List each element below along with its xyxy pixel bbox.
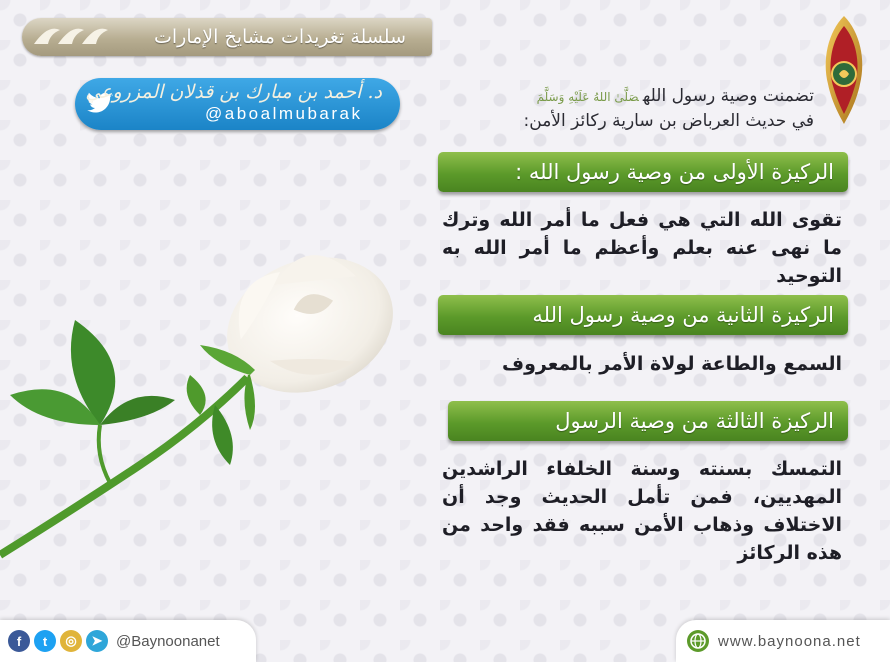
section-header-2: الركيزة الثانية من وصية رسول الله [438,295,848,335]
intro-line-1-text: تضمنت وصية رسول الله [642,86,814,106]
series-banner [22,18,432,56]
footer-social-bar [0,620,256,662]
section-body-2: السمع والطاعة لولاة الأمر بالمعروف [502,353,842,375]
section-body-3: التمسك بسنته وسنة الخلفاء الراشدين المهديين، فمن تأمل الحديث وجد أن الاختلاف وذهاب الأمن سببه فقد واحد من هذه الركائز [442,458,842,564]
section-header-3: الركيزة الثالثة من وصية الرسول [448,401,848,441]
twitter-author-badge[interactable] [75,78,400,130]
author-name: د. أحمد بن مبارك بن قذلان المزروعي [85,81,382,103]
facebook-icon[interactable]: f [8,630,30,652]
intro-line-2: في حديث العرباض بن سارية ركائز الأمن: [523,111,814,131]
twitter-handle: @aboalmubarak [205,104,363,123]
honorific: صَلَّىٰ اللهُ عَلَيْهِ وَسَلَّمَ [536,90,639,104]
footer-social-handle[interactable]: @Baynoonanet [116,632,220,650]
globe-icon [686,629,710,653]
telegram-icon[interactable]: ➤ [86,630,108,652]
instagram-icon[interactable]: ◎ [60,630,82,652]
section-header-1: الركيزة الأولى من وصية رسول الله : [438,152,848,192]
intro-line-1 [414,84,814,109]
footer-website-bar [676,620,890,662]
emblem-logo-icon [818,12,870,127]
intro-text [414,84,814,133]
wings-logo-icon [22,18,128,56]
section-body-1: تقوى الله التي هي فعل ما أمر الله وترك ما نهى عنه بعلم وأعظم ما أمر الله به التوحيد [442,209,842,287]
website-url[interactable]: www.baynoona.net [718,632,861,650]
series-title: سلسلة تغريدات مشايخ الإمارات [153,26,406,48]
white-rose-image [0,225,420,565]
twitter-icon[interactable]: t [34,630,56,652]
